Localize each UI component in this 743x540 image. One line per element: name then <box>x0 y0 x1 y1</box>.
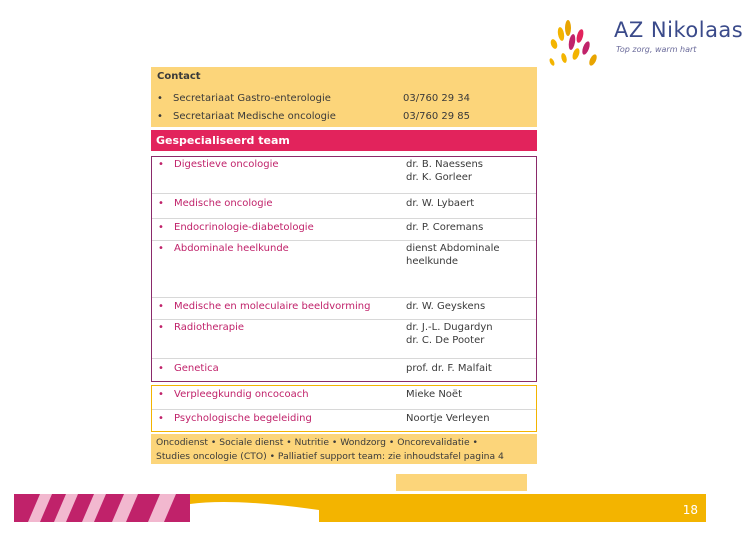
contact-title: Contact <box>157 71 201 82</box>
table-row <box>152 359 536 381</box>
dept-cell: • Medische oncologie <box>158 198 273 209</box>
dept-cell: • Endocrinologie-diabetologie <box>158 222 314 233</box>
bullet-icon: • <box>158 159 164 170</box>
contact-cell: dr. P. Coremans <box>406 222 484 233</box>
dept-cell: • Psychologische begeleiding <box>158 413 312 424</box>
contact-cell: dr. W. Lybaert <box>406 198 475 209</box>
dept-cell: • Medische en moleculaire beeldvorming <box>158 301 371 312</box>
bullet-icon: • <box>158 389 164 400</box>
contact-item: • Secretariaat Gastro-enterologie <box>157 93 331 104</box>
bullet-icon: • <box>157 93 163 104</box>
contact-item: • Secretariaat Medische oncologie <box>157 111 336 122</box>
logo-tagline: Top zorg, warm hart <box>616 45 697 54</box>
dept-cell: • Verpleegkundig oncocoach <box>158 389 309 400</box>
logo <box>546 18 743 74</box>
contact-phone: 03/760 29 85 <box>403 111 470 122</box>
bullet-icon: • <box>158 322 164 333</box>
page-number: 18 <box>682 503 698 517</box>
bottom-decor <box>14 494 706 522</box>
table-row <box>152 320 536 359</box>
services-line: Oncodienst • Sociale dienst • Nutritie • Wondzorg • Oncorevalidatie • <box>156 437 478 448</box>
bullet-icon: • <box>157 111 163 122</box>
contact-cell: dienst Abdominale heelkunde <box>406 243 500 267</box>
dept-cell: • Genetica <box>158 363 219 374</box>
table-row <box>152 194 536 219</box>
table-row <box>152 219 536 241</box>
table-row <box>152 410 536 431</box>
logo-mark-icon <box>546 18 612 74</box>
contact-cell: dr. J.-L. Dugardyn dr. C. De Pooter <box>406 322 493 346</box>
bullet-icon: • <box>158 222 164 233</box>
dept-cell: • Abdominale heelkunde <box>158 243 289 254</box>
logo-name: AZ Nikolaas <box>614 18 743 42</box>
decor-yellow-bar <box>396 474 527 491</box>
table-row <box>152 157 536 194</box>
services-note <box>151 434 537 464</box>
contact-cell: dr. B. Naessens dr. K. Gorleer <box>406 159 483 183</box>
contact-cell: Mieke Noët <box>406 389 462 400</box>
bullet-icon: • <box>158 243 164 254</box>
dept-cell: • Digestieve oncologie <box>158 159 279 170</box>
dept-cell: • Radiotherapie <box>158 322 245 333</box>
bullet-icon: • <box>158 198 164 209</box>
contact-phone: 03/760 29 34 <box>403 93 470 104</box>
contact-cell: dr. W. Geyskens <box>406 301 486 312</box>
bullet-icon: • <box>158 301 164 312</box>
services-line: Studies oncologie (CTO) • Palliatief support team: zie inhoudstafel pagina 4 <box>156 451 504 462</box>
contact-section <box>151 67 537 127</box>
contact-cell: prof. dr. F. Malfait <box>406 363 492 374</box>
table-row <box>152 298 536 320</box>
table-row <box>152 241 536 298</box>
contact-cell: Noortje Verleyen <box>406 413 490 424</box>
team-table <box>151 156 537 382</box>
care-table <box>151 385 537 432</box>
bullet-icon: • <box>158 363 164 374</box>
team-heading: Gespecialiseerd team <box>151 130 537 151</box>
info-table <box>151 67 537 464</box>
bullet-icon: • <box>158 413 164 424</box>
table-row <box>152 386 536 410</box>
